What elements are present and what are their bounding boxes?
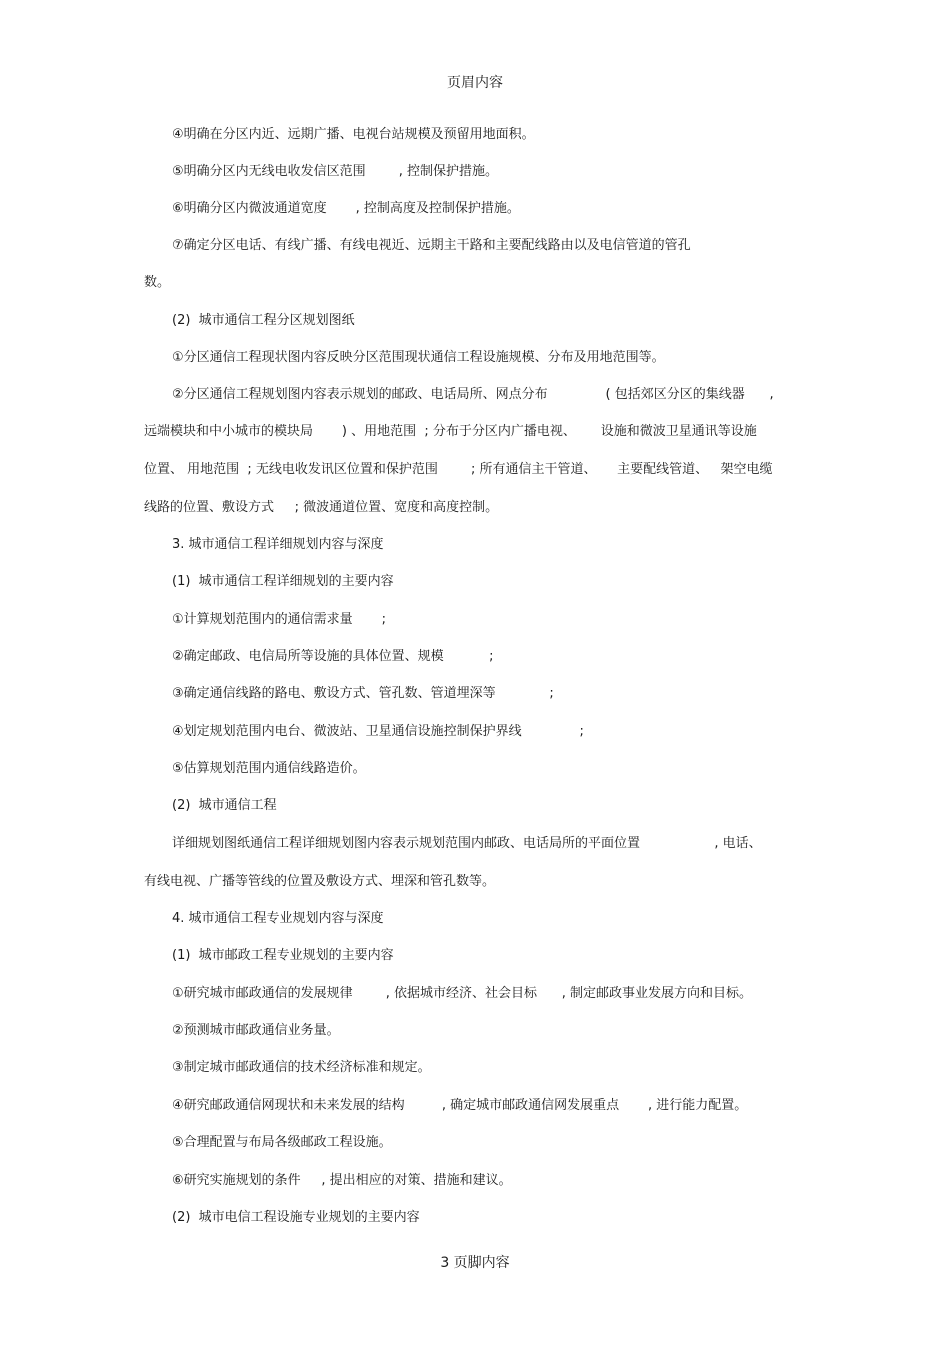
text-line: ②分区通信工程规划图内容表示规划的邮政、电话局所、网点分布 ( 包括郊区分区的集线器 , — [172, 387, 774, 402]
text-line: 线路的位置、敷设方式 ; 微波通道位置、宽度和高度控制。 — [144, 500, 499, 515]
text-line: (1) 城市邮政工程专业规划的主要内容 — [172, 948, 394, 963]
text-line: 4. 城市通信工程专业规划内容与深度 — [172, 911, 384, 926]
text-line: ②确定邮政、电信局所等设施的具体位置、规模 ; — [172, 649, 494, 664]
text-line: (2) 城市电信工程设施专业规划的主要内容 — [172, 1210, 420, 1225]
text-line: 数。 — [144, 275, 171, 290]
text-line: (2) 城市通信工程分区规划图纸 — [172, 313, 355, 328]
text-line: (1) 城市通信工程详细规划的主要内容 — [172, 574, 394, 589]
page-header: 页眉内容 — [447, 75, 503, 91]
page-footer: 3 页脚内容 — [440, 1255, 510, 1271]
text-line: 位置、 用地范围 ; 无线电收发讯区位置和保护范围 ; 所有通信主干管道、 主要配线管道、 架空电缆 — [144, 462, 773, 477]
text-line: 有线电视、广播等管线的位置及敷设方式、埋深和管孔数等。 — [144, 874, 496, 889]
text-line: ⑤估算规划范围内通信线路造价。 — [172, 761, 366, 776]
text-line: ⑥明确分区内微波通道宽度 , 控制高度及控制保护措施。 — [172, 201, 520, 216]
text-line: ③确定通信线路的路电、敷设方式、管孔数、管道埋深等 ; — [172, 686, 554, 701]
text-line: ②预测城市邮政通信业务量。 — [172, 1023, 340, 1038]
text-line: ⑦确定分区电话、有线广播、有线电视近、远期主干路和主要配线路由以及电信管道的管孔 — [172, 238, 691, 253]
text-line: ①计算规划范围内的通信需求量 ; — [172, 612, 386, 627]
text-line: ④明确在分区内近、远期广播、电视台站规模及预留用地面积。 — [172, 127, 535, 142]
text-line: ①分区通信工程现状图内容反映分区范围现状通信工程设施规模、分布及用地范围等。 — [172, 350, 665, 365]
text-line: ①研究城市邮政通信的发展规律 , 依据城市经济、社会目标 , 制定邮政事业发展方向和目标。 — [172, 986, 753, 1001]
text-line: ④研究邮政通信网现状和未来发展的结构 , 确定城市邮政通信网发展重点 , 进行能力配置。 — [172, 1098, 748, 1113]
text-line: ⑤明确分区内无线电收发信区范围 , 控制保护措施。 — [172, 164, 498, 179]
text-line: 详细规划图纸通信工程详细规划图内容表示规划范围内邮政、电话局所的平面位置 , 电话、 — [172, 836, 762, 851]
text-line: 远端模块和中小城市的模块局 ) 、用地范围 ; 分布于分区内广播电视、 设施和微波卫星通讯等设施 — [144, 424, 757, 439]
text-line: 3. 城市通信工程详细规划内容与深度 — [172, 537, 384, 552]
text-line: ④划定规划范围内电台、微波站、卫星通信设施控制保护界线 ; — [172, 724, 584, 739]
text-line: (2) 城市通信工程 — [172, 798, 277, 813]
text-line: ③制定城市邮政通信的技术经济标准和规定。 — [172, 1060, 431, 1075]
text-line: ⑥研究实施规划的条件 , 提出相应的对策、措施和建议。 — [172, 1173, 512, 1188]
text-line: ⑤合理配置与布局各级邮政工程设施。 — [172, 1135, 392, 1150]
